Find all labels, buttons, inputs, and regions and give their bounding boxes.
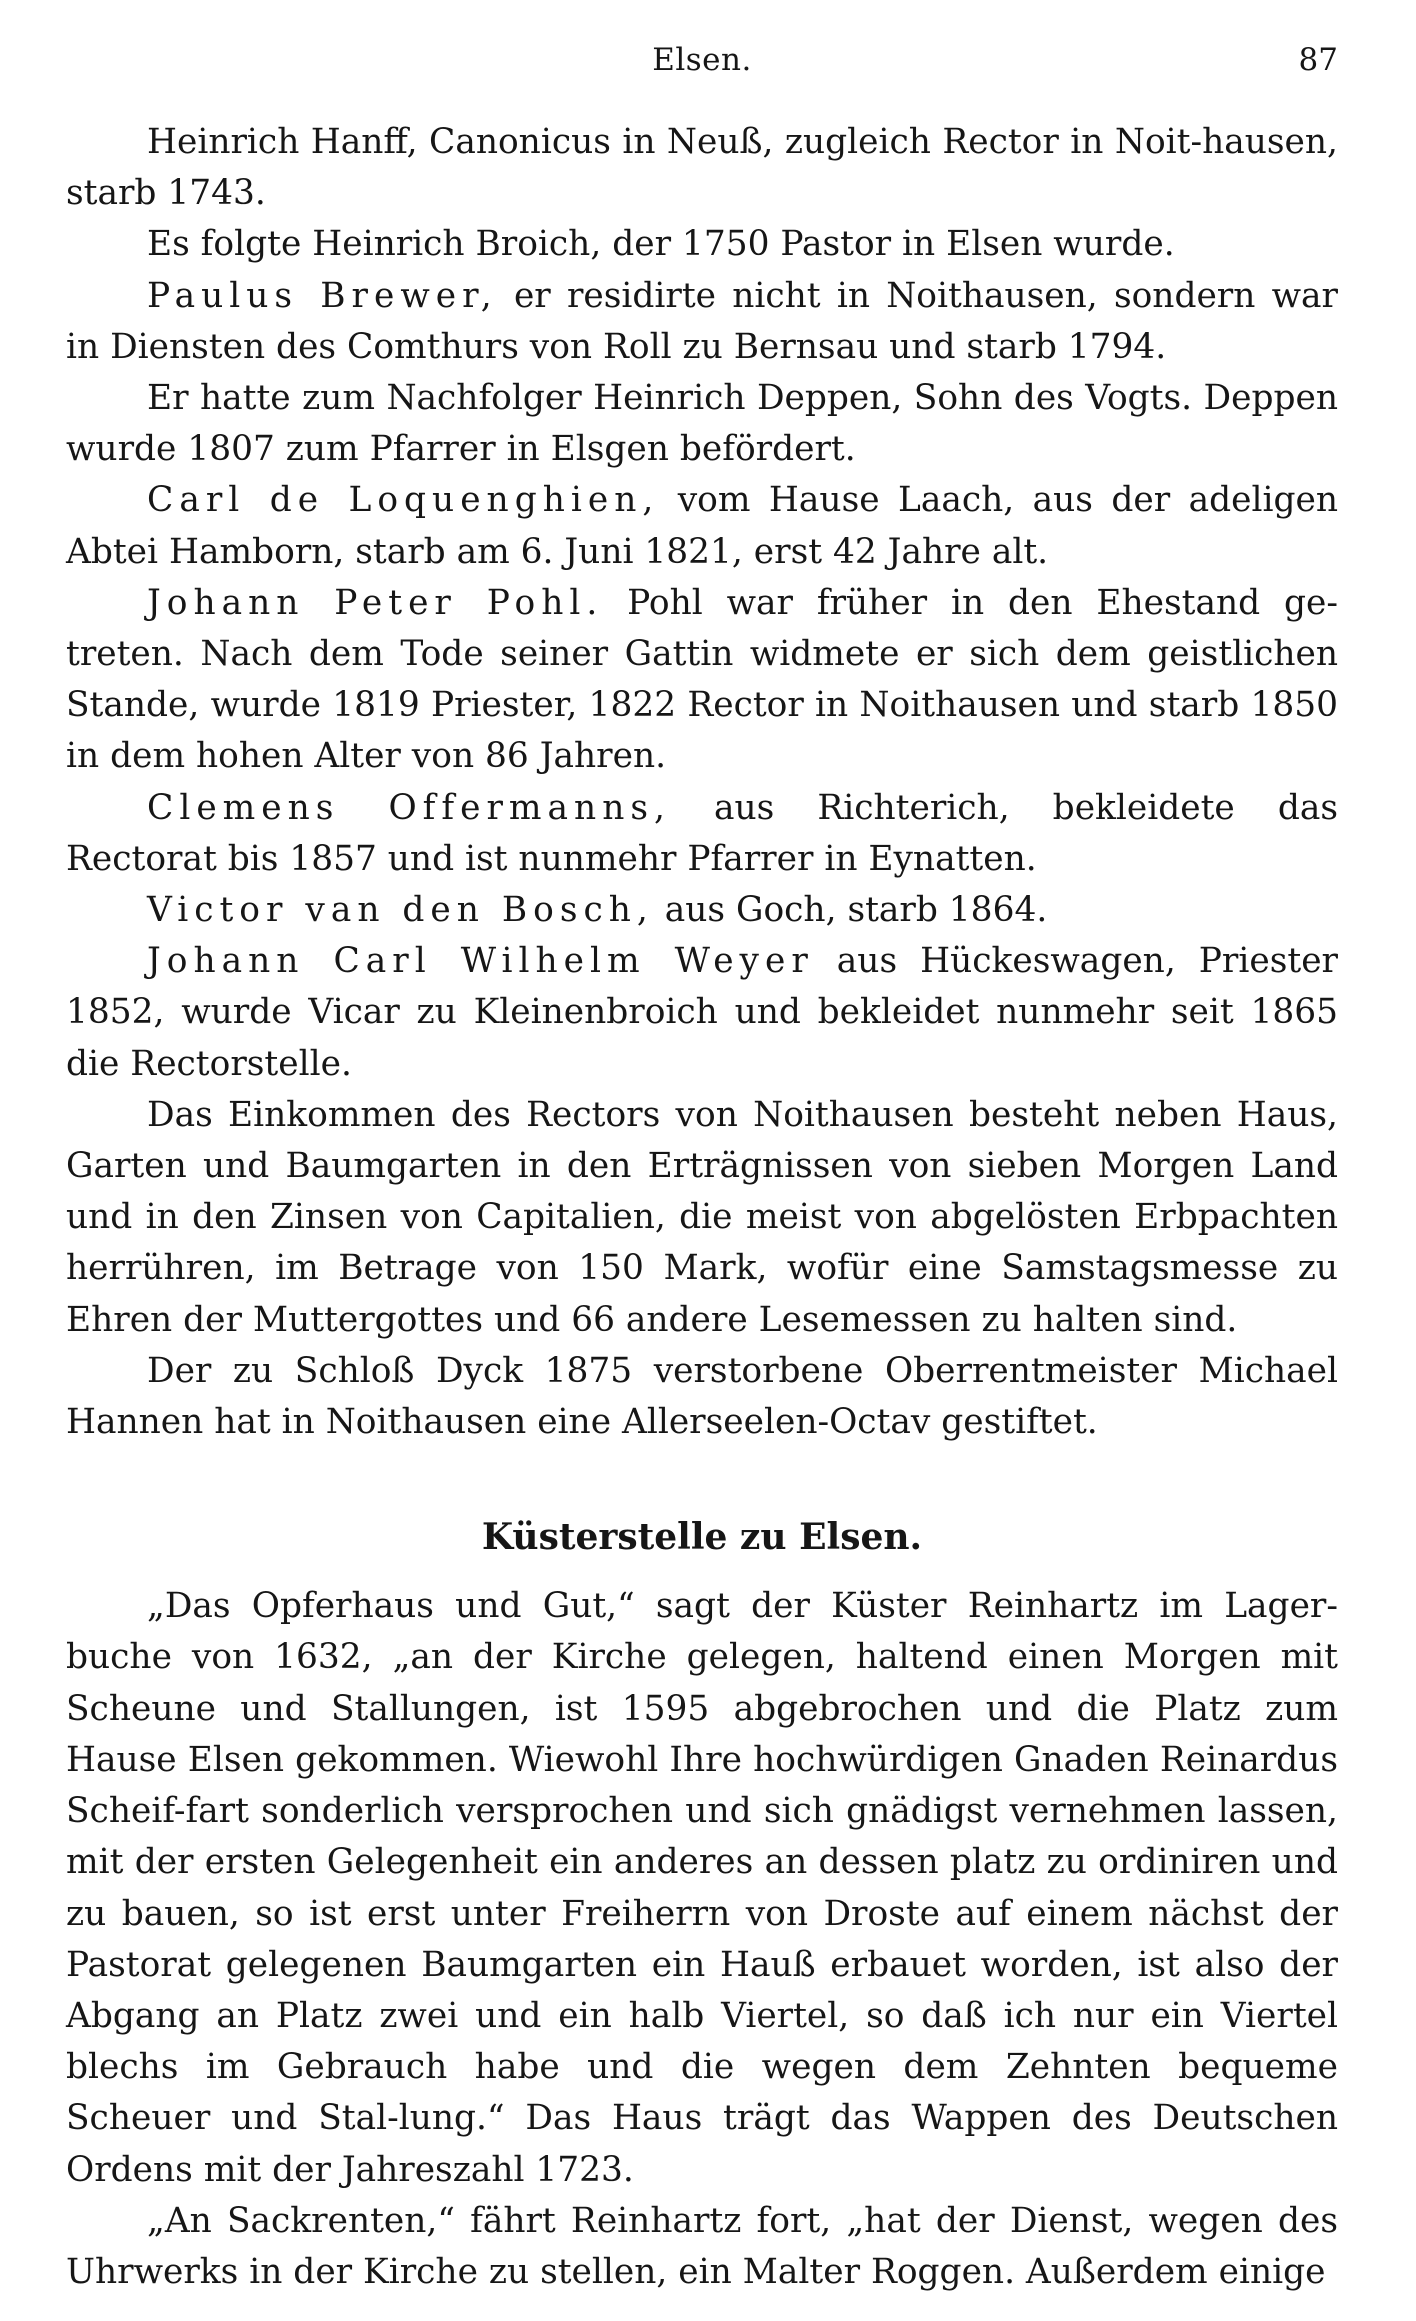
paragraph-text: aus Goch, starb 1864. bbox=[653, 890, 1048, 931]
paragraph-sackrenten bbox=[66, 2196, 1338, 2298]
paragraph-text: Heinrich Hanff, Canonicus in Neuß, zugleich Rector in Noit-hausen, starb 1743. bbox=[66, 122, 1338, 214]
paragraph-pohl bbox=[66, 578, 1338, 783]
paragraph-text: vom Hause Laach, aus der adeligen Abtei Hamborn, starb am 6. Juni 1821, erst 42 Jahre alt. bbox=[66, 480, 1338, 572]
paragraph-text: Er hatte zum Nachfolger Heinrich Deppen, Sohn des Vogts. Deppen wurde 1807 zum Pfarrer in Elsgen befördert. bbox=[66, 378, 1338, 470]
name-lead: Carl de Loquenghien, bbox=[147, 480, 660, 521]
paragraph-text: aus Richterich, bekleidete das Rectorat bis 1857 und ist nunmehr Pfarrer in Eynatten. bbox=[66, 787, 1339, 879]
page-number: 87 bbox=[1298, 42, 1338, 78]
body-text bbox=[66, 117, 1338, 2298]
paragraph-text: Es folgte Heinrich Broich, der 1750 Pastor in Elsen wurde. bbox=[147, 224, 1175, 265]
book-page bbox=[66, 42, 1338, 2298]
paragraph-deppen bbox=[66, 373, 1338, 475]
paragraph-offermanns bbox=[66, 783, 1338, 885]
running-title: Elsen. bbox=[652, 42, 752, 78]
paragraph-broich bbox=[66, 219, 1338, 270]
paragraph-hanff bbox=[66, 117, 1338, 219]
name-lead: Johann Carl Wilhelm Weyer bbox=[147, 941, 814, 982]
paragraph-bosch bbox=[66, 885, 1338, 936]
paragraph-text: „An Sackrenten,“ fährt Reinhartz fort, „hat der Dienst, wegen des Uhrwerks in der Kirche zu stellen, ein Malter Roggen. Außerdem einige bbox=[66, 2200, 1338, 2292]
paragraph-text: Pohl war früher in den Ehestand ge-treten. Nach dem Tode seiner Gattin widmete er sich dem geistlichen Stande, wurde 1819 Priester, 1822 Rector in Noithausen und starb 1850 in dem hohen Alter von 86 Jahren. bbox=[66, 582, 1338, 777]
paragraph-brewer bbox=[66, 271, 1338, 373]
paragraph-text: er residirte nicht in Noithausen, sondern war in Diensten des Comthurs von Roll zu Bernsau und starb 1794. bbox=[66, 275, 1338, 367]
name-lead: Paulus Brewer, bbox=[147, 275, 498, 316]
paragraph-text: Der zu Schloß Dyck 1875 verstorbene Oberrentmeister Michael Hannen hat in Noithausen eine Allerseelen-Octav gestiftet. bbox=[66, 1350, 1338, 1443]
section-heading: Küsterstelle zu Elsen. bbox=[481, 1516, 923, 1559]
name-lead: Victor van den Bosch, bbox=[147, 890, 654, 931]
paragraph-text: Das Einkommen des Rectors von Noithausen besteht neben Haus, Garten und Baumgarten in den Erträgnissen von sieben Morgen Land und in den Zinsen von Capitalien, die meist von abgelösten Erbpachten herrühren, im Betrage von 150 Mark, wofür eine Samstagsmesse zu Ehren der Muttergottes und 66 andere Lesemessen zu halten sind. bbox=[66, 1094, 1338, 1340]
paragraph-loquenghien bbox=[66, 475, 1338, 577]
paragraph-text: „Das Opferhaus und Gut,“ sagt der Küster Reinhartz im Lager-buche von 1632, „an der Kirche gelegen, haltend einen Morgen mit Scheune und Stallungen, ist 1595 abgebrochen und die Platz zum Hause Elsen gekommen. Wiewohl Ihre hochwürdigen Gnaden Reinardus Scheif-fart sonderlich versprochen und sich gnädigst vernehmen lassen, mit der ersten Gelegenheit ein anderes an dessen platz zu ordiniren und zu bauen, so ist erst unter Freiherrn von Droste auf einem nächst der Pastorat gelegenen Baumgarten ein Hauß erbauet worden, ist also der Abgang an Platz zwei und ein halb Viertel, so daß ich nur ein Viertel blechs im Gebrauch habe und die wegen dem Zehnten bequeme Scheuer und Stal-lung.“ Das Haus trägt das Wappen des Deutschen Ordens mit der Jahreszahl 1723. bbox=[66, 1586, 1338, 2190]
paragraph-hannen bbox=[66, 1346, 1338, 1448]
name-lead: Clemens Offermanns, bbox=[147, 787, 671, 828]
running-header bbox=[66, 42, 1338, 88]
paragraph-opferhaus bbox=[66, 1581, 1338, 2195]
paragraph-text: aus Hückeswagen, Priester 1852, wurde Vicar zu Kleinenbroich und bekleidet nunmehr seit 1865 die Rectorstelle. bbox=[66, 941, 1338, 1084]
paragraph-weyer bbox=[66, 936, 1338, 1090]
name-lead: Johann Peter Pohl. bbox=[147, 582, 604, 623]
paragraph-einkommen bbox=[66, 1090, 1338, 1346]
